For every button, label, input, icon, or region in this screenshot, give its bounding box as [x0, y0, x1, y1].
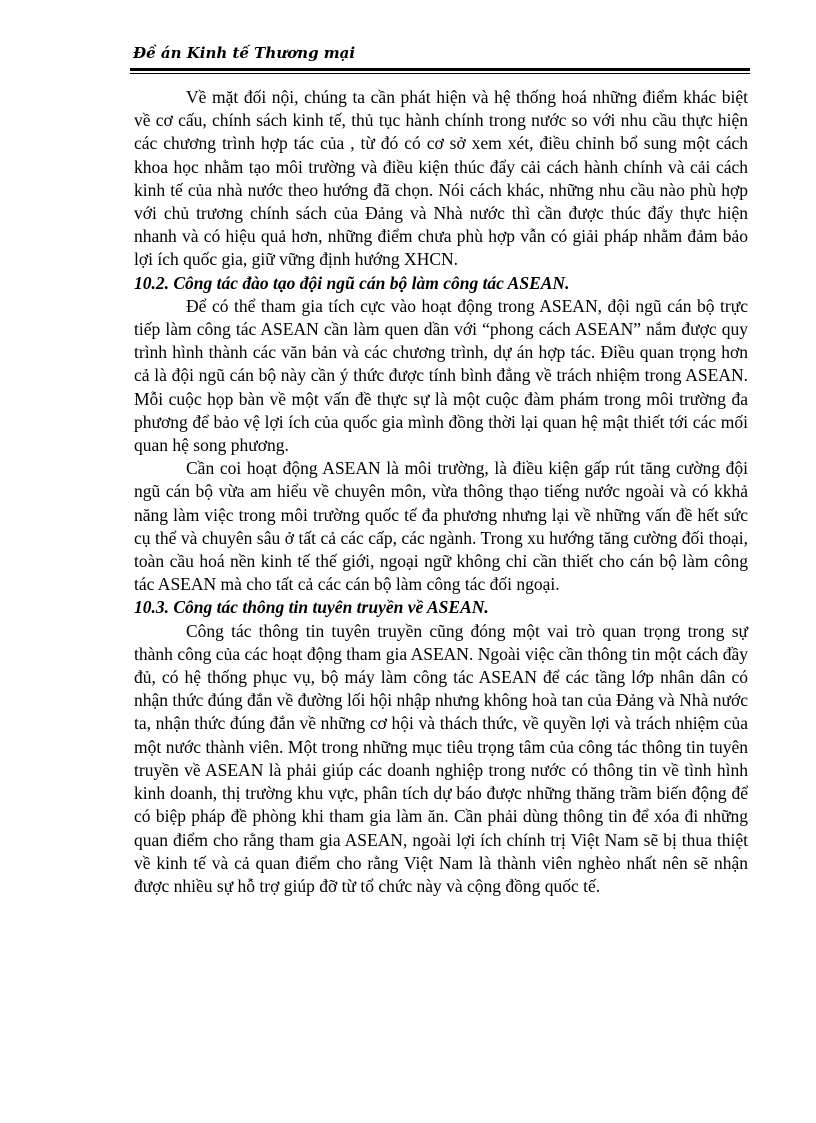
section-heading: 10.3. Công tác thông tin tuyên truyền về ASEAN.: [134, 597, 489, 618]
document-body: [134, 86, 748, 898]
paragraph: Về mặt đối nội, chúng ta cần phát hiện và hệ thống hoá những điểm khác biệt về cơ cấu, chính sách kinh tế, thủ tục hành chính trong nước so với nhu cầu thực hiện các chương trình hợp tác của , từ đó có cơ sở xem xét, điều chỉnh bổ sung một cách khoa học nhằm tạo môi trường và điều kiện thúc đẩy cải cách hành chính và cải cách kinh tế của nhà nước theo hướng đã chọn. Nói cách khác, những nhu cầu nào phù hợp với chủ trương chính sách của Đảng và Nhà nước thì cần được thúc đẩy thực hiện nhanh và có hiệu quả hơn, những điểm chưa phù hợp vẫn có giải pháp nhằm đảm bảo lợi ích quốc gia, giữ vững định hướng XHCN.: [134, 87, 748, 270]
header-rule-thin: [130, 73, 750, 74]
header-rule-thick: [130, 68, 750, 71]
paragraph: Để có thể tham gia tích cực vào hoạt động trong ASEAN, đội ngũ cán bộ trực tiếp làm công tác ASEAN cần làm quen dần với “phong cách ASEAN” nắm được quy trình hình thành các văn bản và các chương trình, dự án hợp tác. Điều quan trọng hơn cả là đội ngũ cán bộ này cần ý thức được tính bình đẳng về trách nhiệm trong ASEAN. Mỗi cuộc họp bàn về một vấn đề thực sự là một cuộc đàm phám trong môi trường đa phương để bảo vệ lợi ích của quốc gia mình đồng thời lại quan hệ mật thiết tới các mối quan hệ song phương.: [134, 295, 748, 456]
paragraph: Công tác thông tin tuyên truyền cũng đóng một vai trò quan trọng trong sự thành công của các hoạt động tham gia ASEAN. Ngoài việc cần thông tin một cách đầy đủ, có hệ thống phục vụ, bộ máy làm công tác ASEAN để các tầng lớp nhân dân có nhận thức đúng đắn về đường lối hội nhập nhưng không hoà tan của Đảng và Nhà nước ta, nhận thức đúng đắn về những cơ hội và thách thức, về quyền lợi và trách nhiệm của một nước thành viên. Một trong những mục tiêu trọng tâm của công tác thông tin tuyên truyền về ASEAN là phải giúp các doanh nghiệp trong nước có thông tin về tình hình kinh doanh, thị trường khu vực, phân tích dự báo được những thăng trầm biến động để có biệp pháp đề phòng khi tham gia làm ăn. Cần phải dùng thông tin để xóa đi những quan điểm cho rằng tham gia ASEAN, ngoài lợi ích chính trị Việt Nam sẽ bị thua thiệt về kinh tế và cả quan điểm cho rằng Việt Nam là thành viên nghèo nhất nên sẽ nhận được nhiều sự hỗ trợ giúp đỡ từ tổ chức này và cộng đồng quốc tế.: [134, 620, 748, 896]
page-header-title: Đề án Kinh tế Thương mại: [133, 44, 356, 62]
section-heading: 10.2. Công tác đào tạo đội ngũ cán bộ làm công tác ASEAN.: [134, 272, 570, 293]
paragraph: Cần coi hoạt động ASEAN là môi trường, là điều kiện gấp rút tăng cường đội ngũ cán bộ vừa am hiểu về chuyên môn, vừa thông thạo tiếng nước ngoài và có kkhả năng làm việc trong môi trường quốc tế đa phương nhưng lại về những vấn đề hết sức cụ thể và chuyên sâu ở tất cả các cấp, các ngành. Trong xu hướng tăng cường đối thoại, toàn cầu hoá nền kinh tế thế giới, ngoại ngữ không chỉ cần thiết cho cán bộ làm công tác ASEAN mà cho tất cả các cán bộ làm công tác đối ngoại.: [134, 458, 748, 595]
